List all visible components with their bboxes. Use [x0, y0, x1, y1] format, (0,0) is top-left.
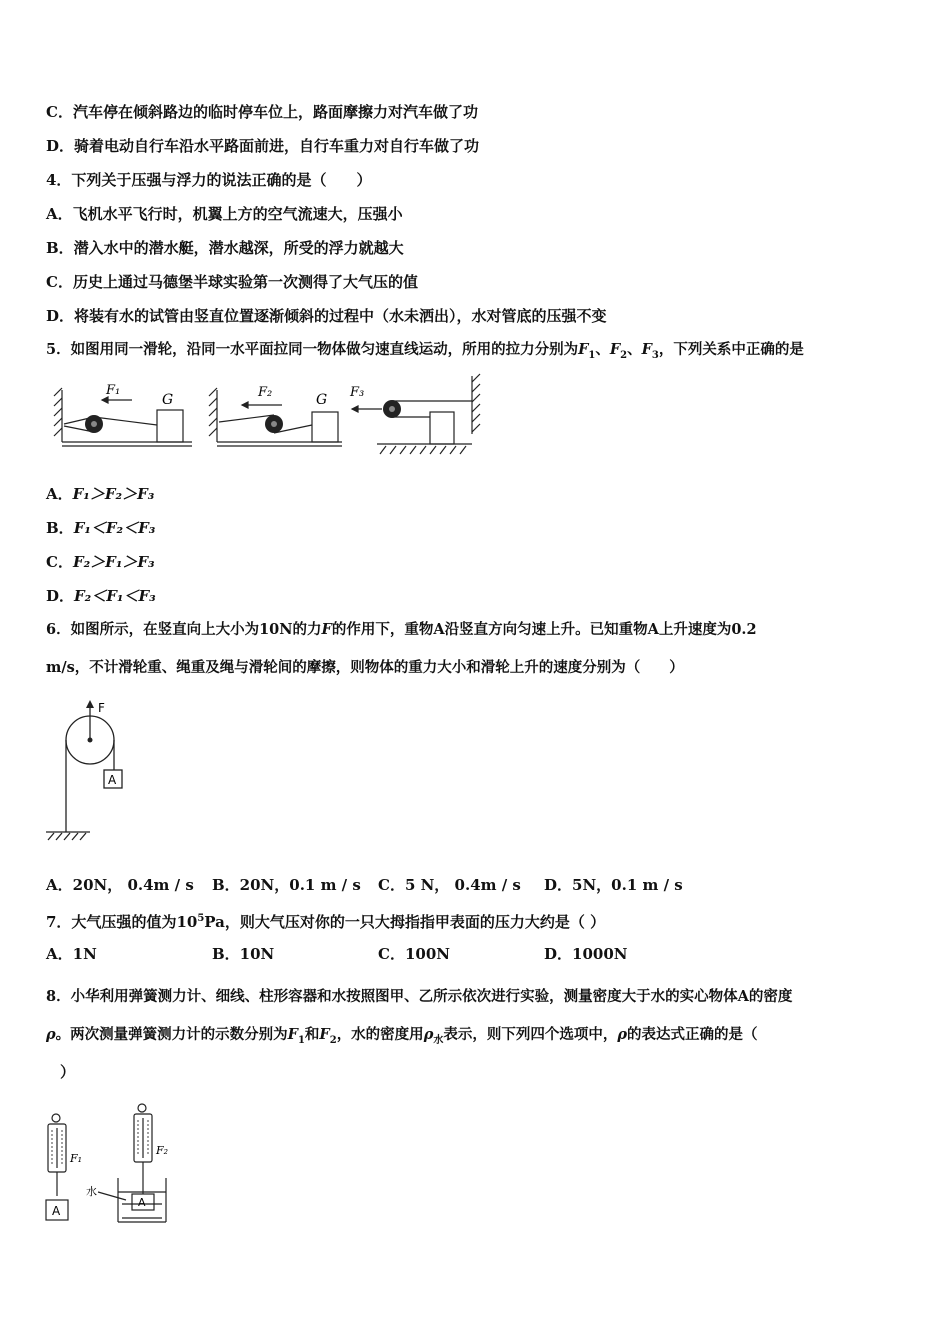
- q6-label-f: F: [98, 701, 105, 715]
- q7-option-a: A．1N: [46, 945, 97, 963]
- q7-option-d: D．1000N: [544, 945, 628, 963]
- q8-label-block1: A: [52, 1204, 61, 1218]
- q6-option-d: D．5N，0.1 m / s: [544, 876, 683, 894]
- q4-stem: 4．下列关于压强与浮力的说法正确的是（ ）: [46, 171, 372, 189]
- q4-option-a: A．飞机水平飞行时，机翼上方的空气流速大，压强小: [46, 205, 403, 223]
- q5-figure: [52, 372, 492, 462]
- q8-figure: [40, 1100, 180, 1230]
- q6-figure: [44, 698, 134, 848]
- q4-option-c: C．历史上通过马德堡半球实验第一次测得了大气压的值: [46, 273, 418, 291]
- q7-stem: 7．大气压强的值为$10^5Pa$，则大气压对你的一只大拇指指甲表面的压力大约是（ ）: [46, 913, 606, 931]
- q5-option-a: A．F₁＞F₂＞F₃: [46, 485, 155, 503]
- q4-option-d: D．将装有水的试管由竖直位置逐渐倾斜的过程中（水未洒出），水对管底的压强不变: [46, 307, 607, 325]
- q5-label-g2: G: [316, 392, 328, 408]
- q6-options: [46, 875, 683, 895]
- q8-stem-line2: ρ。两次测量弹簧测力计的示数分别为$F_1$和$F_2$，水的密度用$\rho_水$表示，则下列四个选项中，ρ的表达式正确的是（: [46, 1026, 758, 1046]
- q3-option-d: D．骑着电动自行车沿水平路面前进，自行车重力对自行车做了功: [46, 137, 480, 155]
- q4-option-b: B．潜入水中的潜水艇，潜水越深，所受的浮力就越大: [46, 239, 404, 257]
- q6-option-a: A．20N， 0.4m / s: [46, 876, 194, 894]
- q7-options: [46, 944, 627, 964]
- q6-option-c: C．5 N， 0.4m / s: [378, 876, 521, 894]
- q6-stem-line1: 6．如图所示，在竖直向上大小为10N的力F的作用下，重物A沿竖直方向匀速上升。已知重物A上升速度为0.2: [46, 621, 757, 638]
- q8-label-f2: F₂: [156, 1144, 169, 1157]
- q8-stem-line3: ）: [60, 1063, 76, 1081]
- q5-option-d: D．F₂＜F₁＜F₃: [46, 587, 156, 605]
- q5-label-f2: F₂: [258, 385, 273, 400]
- q3-option-c: C．汽车停在倾斜路边的临时停车位上，路面摩擦力对汽车做了功: [46, 103, 478, 121]
- q5-label-f1: F₁: [106, 383, 121, 398]
- q5-label-f3: F₃: [350, 385, 365, 400]
- q6-option-b: B．20N，0.1 m / s: [212, 876, 361, 894]
- q6-label-a: A: [108, 773, 117, 787]
- q8-stem-line1: 8．小华利用弹簧测力计、细线、柱形容器和水按照图甲、乙所示依次进行实验，测量密度大于水的实心物体A的密度: [46, 988, 793, 1005]
- q8-label-block2: A: [138, 1196, 146, 1209]
- q8-label-water: 水: [86, 1185, 97, 1198]
- q8-label-f1: F₁: [70, 1152, 83, 1165]
- q5-stem: 5．如图用同一滑轮，沿同一水平面拉同一物体做匀速直线运动，所用的拉力分别为$F_1$、$F_2$、$F_3$，下列关系中正确的是: [46, 341, 804, 361]
- q7-option-b: B．10N: [212, 945, 275, 963]
- q6-stem-line2: m/s，不计滑轮重、绳重及绳与滑轮间的摩擦，则物体的重力大小和滑轮上升的速度分别为（ ）: [46, 659, 684, 676]
- q5-option-b: B．F₁＜F₂＜F₃: [46, 519, 156, 537]
- q5-label-g1: G: [162, 392, 174, 408]
- q7-option-c: C．100N: [378, 945, 450, 963]
- q5-option-c: C．F₂＞F₁＞F₃: [46, 553, 155, 571]
